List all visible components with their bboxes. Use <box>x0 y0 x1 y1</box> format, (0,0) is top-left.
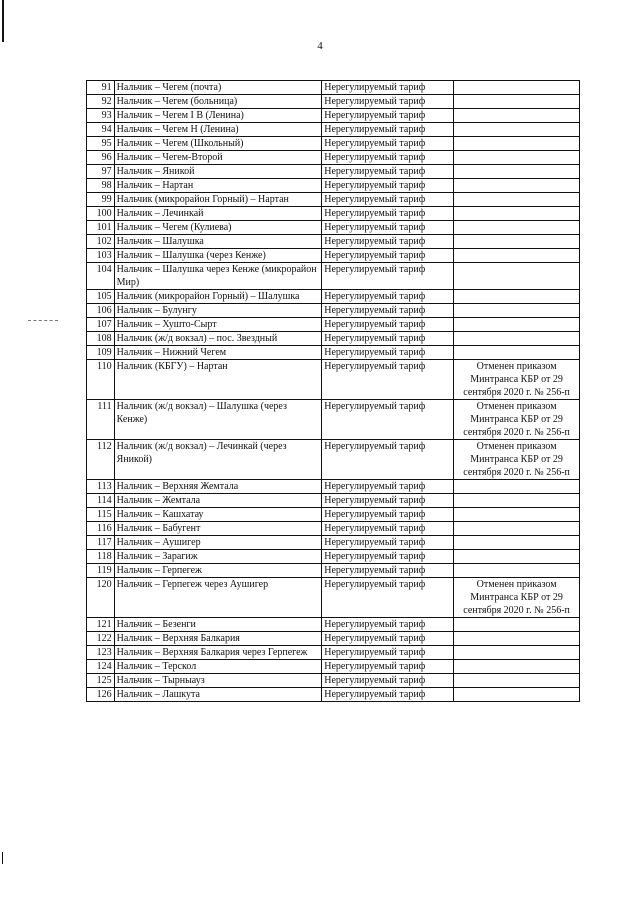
tariff-type: Нерегулируемый тариф <box>322 207 454 221</box>
cancellation-note: Отменен приказом Минтранса КБР от 29 сентября 2020 г. № 256-п <box>454 360 580 400</box>
route-name: Нальчик – Верхняя Жемтала <box>114 480 322 494</box>
table-row <box>87 440 580 480</box>
table-row <box>87 81 580 95</box>
row-number: 123 <box>87 646 115 660</box>
table-row <box>87 522 580 536</box>
row-number: 97 <box>87 165 115 179</box>
route-name: Нальчик – Терскол <box>114 660 322 674</box>
row-number: 96 <box>87 151 115 165</box>
table-row <box>87 632 580 646</box>
route-name: Нальчик (ж/д вокзал) – пос. Звездный <box>114 332 322 346</box>
tariff-type: Нерегулируемый тариф <box>322 193 454 207</box>
cancellation-note <box>454 346 580 360</box>
table-row <box>87 165 580 179</box>
row-number: 107 <box>87 318 115 332</box>
table-row <box>87 221 580 235</box>
row-number: 91 <box>87 81 115 95</box>
scan-edge-mark-bottom <box>2 852 3 864</box>
route-name: Нальчик – Яникой <box>114 165 322 179</box>
cancellation-note <box>454 304 580 318</box>
row-number: 115 <box>87 508 115 522</box>
tariff-type: Нерегулируемый тариф <box>322 522 454 536</box>
table-row <box>87 494 580 508</box>
cancellation-note <box>454 290 580 304</box>
cancellation-note <box>454 536 580 550</box>
tariff-type: Нерегулируемый тариф <box>322 304 454 318</box>
tariff-type: Нерегулируемый тариф <box>322 95 454 109</box>
cancellation-note <box>454 646 580 660</box>
cancellation-note <box>454 109 580 123</box>
tariff-type: Нерегулируемый тариф <box>322 235 454 249</box>
cancellation-note <box>454 318 580 332</box>
route-name: Нальчик – Чегем (почта) <box>114 81 322 95</box>
row-number: 94 <box>87 123 115 137</box>
cancellation-note <box>454 151 580 165</box>
route-name: Нальчик – Бабугент <box>114 522 322 536</box>
cancellation-note <box>454 674 580 688</box>
route-name: Нальчик – Чегем (Кулиева) <box>114 221 322 235</box>
tariff-type: Нерегулируемый тариф <box>322 508 454 522</box>
tariff-type: Нерегулируемый тариф <box>322 346 454 360</box>
table-row <box>87 95 580 109</box>
route-name: Нальчик – Жемтала <box>114 494 322 508</box>
route-name: Нальчик – Чегем I В (Ленина) <box>114 109 322 123</box>
route-name: Нальчик – Шалушка (через Кенже) <box>114 249 322 263</box>
cancellation-note <box>454 332 580 346</box>
table-row <box>87 151 580 165</box>
row-number: 93 <box>87 109 115 123</box>
cancellation-note <box>454 81 580 95</box>
row-number: 101 <box>87 221 115 235</box>
route-name: Нальчик – Верхняя Балкария <box>114 632 322 646</box>
route-name: Нальчик – Зарагиж <box>114 550 322 564</box>
cancellation-note <box>454 221 580 235</box>
tariff-type: Нерегулируемый тариф <box>322 249 454 263</box>
row-number: 98 <box>87 179 115 193</box>
route-name: Нальчик – Нартан <box>114 179 322 193</box>
cancellation-note <box>454 522 580 536</box>
row-number: 92 <box>87 95 115 109</box>
table-row <box>87 688 580 702</box>
table-row <box>87 564 580 578</box>
table-row <box>87 137 580 151</box>
route-name: Нальчик – Герпегеж <box>114 564 322 578</box>
scan-edge-mark <box>2 0 4 42</box>
route-name: Нальчик – Лечинкай <box>114 207 322 221</box>
row-number: 100 <box>87 207 115 221</box>
tariff-type: Нерегулируемый тариф <box>322 646 454 660</box>
tariff-type: Нерегулируемый тариф <box>322 263 454 290</box>
tariff-type: Нерегулируемый тариф <box>322 165 454 179</box>
tariff-type: Нерегулируемый тариф <box>322 688 454 702</box>
route-name: Нальчик (микрорайон Горный) – Шалушка <box>114 290 322 304</box>
route-name: Нальчик – Чегем (больница) <box>114 95 322 109</box>
tariff-type: Нерегулируемый тариф <box>322 137 454 151</box>
row-number: 118 <box>87 550 115 564</box>
cancellation-note <box>454 165 580 179</box>
row-number: 105 <box>87 290 115 304</box>
row-number: 110 <box>87 360 115 400</box>
route-name: Нальчик – Чегем-Второй <box>114 151 322 165</box>
row-number: 117 <box>87 536 115 550</box>
cancellation-note <box>454 632 580 646</box>
cancellation-note <box>454 179 580 193</box>
row-number: 109 <box>87 346 115 360</box>
table-row <box>87 618 580 632</box>
table-row <box>87 263 580 290</box>
tariff-type: Нерегулируемый тариф <box>322 494 454 508</box>
tariff-type: Нерегулируемый тариф <box>322 123 454 137</box>
route-name: Нальчик – Герпегеж через Аушигер <box>114 578 322 618</box>
row-number: 108 <box>87 332 115 346</box>
route-name: Нальчик – Аушигер <box>114 536 322 550</box>
cancellation-note <box>454 688 580 702</box>
route-name: Нальчик (КБГУ) – Нартан <box>114 360 322 400</box>
cancellation-note: Отменен приказом Минтранса КБР от 29 сентября 2020 г. № 256-п <box>454 578 580 618</box>
route-name: Нальчик – Лашкута <box>114 688 322 702</box>
route-name: Нальчик – Чегем Н (Ленина) <box>114 123 322 137</box>
cancellation-note <box>454 494 580 508</box>
table-row <box>87 207 580 221</box>
cancellation-note <box>454 95 580 109</box>
row-number: 106 <box>87 304 115 318</box>
scan-artifact <box>28 320 58 321</box>
tariff-type: Нерегулируемый тариф <box>322 440 454 480</box>
table-row <box>87 508 580 522</box>
route-name: Нальчик – Нижний Чегем <box>114 346 322 360</box>
tariff-type: Нерегулируемый тариф <box>322 660 454 674</box>
cancellation-note <box>454 193 580 207</box>
table-row <box>87 290 580 304</box>
tariff-type: Нерегулируемый тариф <box>322 480 454 494</box>
cancellation-note: Отменен приказом Минтранса КБР от 29 сентября 2020 г. № 256-п <box>454 400 580 440</box>
table-row <box>87 193 580 207</box>
row-number: 126 <box>87 688 115 702</box>
route-name: Нальчик – Шалушка через Кенже (микрорайон Мир) <box>114 263 322 290</box>
table-row <box>87 332 580 346</box>
cancellation-note <box>454 660 580 674</box>
row-number: 111 <box>87 400 115 440</box>
tariff-type: Нерегулируемый тариф <box>322 674 454 688</box>
row-number: 119 <box>87 564 115 578</box>
tariff-type: Нерегулируемый тариф <box>322 618 454 632</box>
tariff-type: Нерегулируемый тариф <box>322 221 454 235</box>
tariff-type: Нерегулируемый тариф <box>322 564 454 578</box>
route-name: Нальчик – Булунгу <box>114 304 322 318</box>
cancellation-note <box>454 564 580 578</box>
routes-table-body <box>87 81 580 702</box>
tariff-type: Нерегулируемый тариф <box>322 536 454 550</box>
table-row <box>87 550 580 564</box>
row-number: 124 <box>87 660 115 674</box>
cancellation-note <box>454 249 580 263</box>
cancellation-note <box>454 263 580 290</box>
table-row <box>87 346 580 360</box>
table-row <box>87 235 580 249</box>
table-row <box>87 179 580 193</box>
table-row <box>87 674 580 688</box>
page-number: 4 <box>317 40 323 52</box>
table-row <box>87 578 580 618</box>
table-row <box>87 400 580 440</box>
table-row <box>87 123 580 137</box>
row-number: 103 <box>87 249 115 263</box>
cancellation-note <box>454 137 580 151</box>
row-number: 120 <box>87 578 115 618</box>
table-row <box>87 249 580 263</box>
tariff-type: Нерегулируемый тариф <box>322 318 454 332</box>
row-number: 102 <box>87 235 115 249</box>
cancellation-note <box>454 235 580 249</box>
table-row <box>87 646 580 660</box>
row-number: 121 <box>87 618 115 632</box>
row-number: 99 <box>87 193 115 207</box>
routes-table <box>86 80 580 702</box>
route-name: Нальчик (ж/д вокзал) – Шалушка (через Кенже) <box>114 400 322 440</box>
row-number: 116 <box>87 522 115 536</box>
tariff-type: Нерегулируемый тариф <box>322 578 454 618</box>
route-name: Нальчик (ж/д вокзал) – Лечинкай (через Яникой) <box>114 440 322 480</box>
row-number: 95 <box>87 137 115 151</box>
table-row <box>87 660 580 674</box>
route-name: Нальчик – Верхняя Балкария через Герпегеж <box>114 646 322 660</box>
cancellation-note: Отменен приказом Минтранса КБР от 29 сентября 2020 г. № 256-п <box>454 440 580 480</box>
table-row <box>87 480 580 494</box>
table-row <box>87 318 580 332</box>
table-row <box>87 109 580 123</box>
table-row <box>87 536 580 550</box>
table-row <box>87 360 580 400</box>
tariff-type: Нерегулируемый тариф <box>322 332 454 346</box>
tariff-type: Нерегулируемый тариф <box>322 151 454 165</box>
route-name: Нальчик – Кашхатау <box>114 508 322 522</box>
route-name: Нальчик – Безенги <box>114 618 322 632</box>
tariff-type: Нерегулируемый тариф <box>322 632 454 646</box>
cancellation-note <box>454 550 580 564</box>
cancellation-note <box>454 123 580 137</box>
row-number: 112 <box>87 440 115 480</box>
row-number: 113 <box>87 480 115 494</box>
route-name: Нальчик (микрорайон Горный) – Нартан <box>114 193 322 207</box>
tariff-type: Нерегулируемый тариф <box>322 179 454 193</box>
route-name: Нальчик – Шалушка <box>114 235 322 249</box>
tariff-type: Нерегулируемый тариф <box>322 400 454 440</box>
route-name: Нальчик – Хушто-Сырт <box>114 318 322 332</box>
route-name: Нальчик – Чегем (Школьный) <box>114 137 322 151</box>
tariff-type: Нерегулируемый тариф <box>322 109 454 123</box>
tariff-type: Нерегулируемый тариф <box>322 360 454 400</box>
row-number: 122 <box>87 632 115 646</box>
row-number: 104 <box>87 263 115 290</box>
tariff-type: Нерегулируемый тариф <box>322 550 454 564</box>
row-number: 125 <box>87 674 115 688</box>
cancellation-note <box>454 480 580 494</box>
tariff-type: Нерегулируемый тариф <box>322 290 454 304</box>
cancellation-note <box>454 508 580 522</box>
row-number: 114 <box>87 494 115 508</box>
cancellation-note <box>454 618 580 632</box>
tariff-type: Нерегулируемый тариф <box>322 81 454 95</box>
table-row <box>87 304 580 318</box>
cancellation-note <box>454 207 580 221</box>
route-name: Нальчик – Тырныауз <box>114 674 322 688</box>
